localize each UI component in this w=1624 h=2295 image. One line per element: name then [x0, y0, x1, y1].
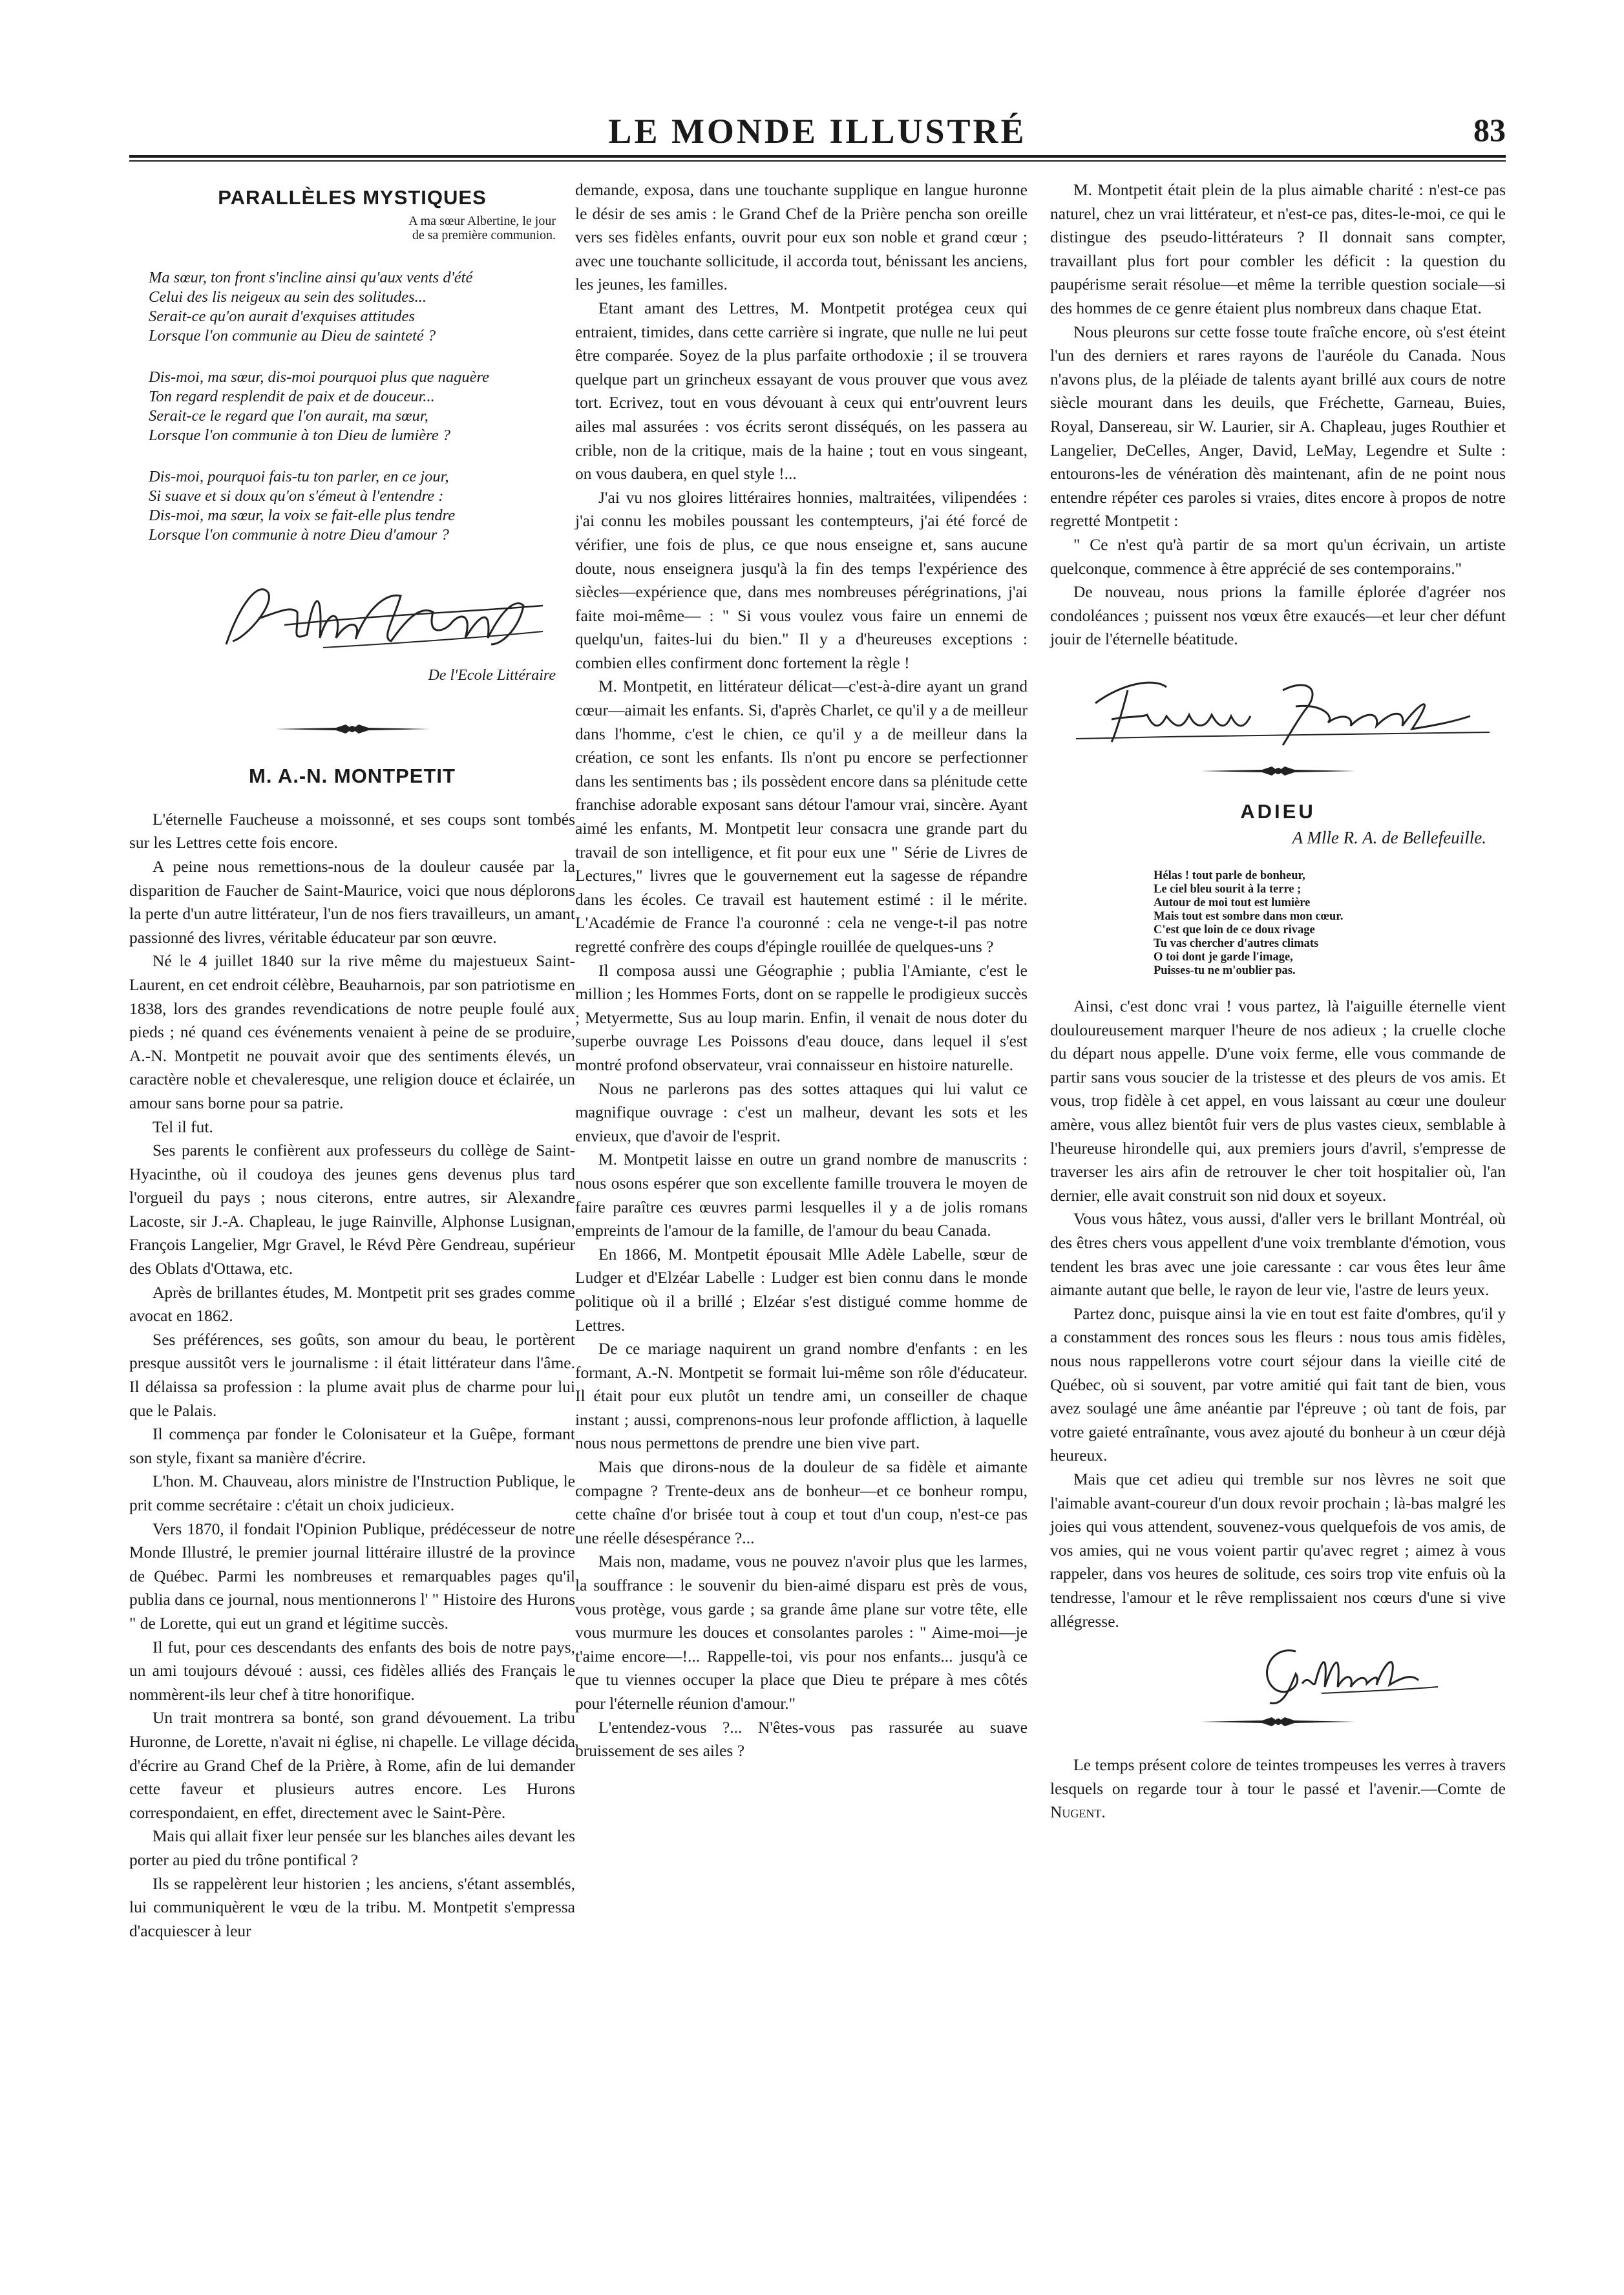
article-paragraph: M. Montpetit était plein de la plus aimable charité : n'est-ce pas naturel, chez un vrai littérateur, et n'est-ce pas, dites-le-moi, ce qui le distingue des pseudo-littérateurs ? Il donnait sans compter, travaillant plus fort pour combler les déficit : la question du paupérisme serait résolue—et même la terrible question sociale—si des hommes de ce genre étaient plus nombreux dans chaque Etat.: [1050, 180, 1506, 317]
poem-dedication-line: A ma sœur Albertine, le jour: [408, 213, 556, 228]
poem-line: Mais tout est sombre dans mon cœur.: [1154, 910, 1344, 924]
poem-title: PARALLÈLES MYSTIQUES: [218, 186, 487, 209]
article-paragraph: A peine nous remettions-nous de la douleur causée par la disparition de Faucher de Saint-Maurice, voici que nous déplorons la perte d'un autre littérateur, l'un de nos fiers travailleurs, un amant passionné des livres, véritable éducateur par son œuvre.: [129, 856, 575, 947]
article-paragraph: Nous pleurons sur cette fosse toute fraîche encore, où s'est éteint l'un des derniers et rares rayons de l'auréole du Canada. Nous n'avons plus, de la pléiade de talents ayant brillé aux cours de notre siècle mourant dans les deuils, que Fréchette, Garneau, Buies, Royal, Dansereau, sir W. Laurier, sir A. Chapleau, juges Routhier et Langelier, DeCelles, Anger, David, LeMay, Legendre et Sulte : entourons-les de vénération dès maintenant, afin de ne point nous entendre répéter ces paroles si vraies, dites encore à propos de notre regretté Montpetit :: [1050, 322, 1506, 531]
article-paragraph: De nouveau, nous prions la famille éplorée d'agréer nos condoléances ; puissent nos vœux être exaucés—et leur cher défunt jouir de l'éternelle béatitude.: [1050, 582, 1506, 649]
poem-stanza: [149, 268, 575, 346]
poem-line: Tu vas chercher d'autres climats: [1154, 937, 1319, 951]
article-title: M. A.-N. MONTPETIT: [249, 765, 456, 788]
poem-line: Dis-moi, ma sœur, dis-moi pourquoi plus que naguère: [149, 368, 489, 386]
poem-line: O toi dont je garde l'image,: [1154, 951, 1293, 964]
article-paragraph: Ses préférences, ses goûts, son amour du beau, le portèrent presque aussitôt vers le journalisme : il était littérateur dans l'âme. Il délaissa sa profession : la plume avait plus de charme pour lui que le Palais.: [129, 1329, 575, 1420]
article-paragraph: Il commença par fonder le Colonisateur et la Guêpe, formant son style, fixant sa manière d'écrire.: [129, 1424, 575, 1467]
adieu-title: ADIEU: [1240, 799, 1316, 823]
poem-dedication: [129, 214, 556, 242]
article-paragraph: En 1866, M. Montpetit épousait Mlle Adèle Labelle, sœur de Ludger et d'Elzéar Labelle : Ludger est bien connu dans le monde politique où il a brillé ; Elzéar s'est distigué comme homme de Lettres.: [575, 1244, 1028, 1335]
poem-line: Lorsque l'on communie à ton Dieu de lumière ?: [149, 426, 451, 444]
article-paragraph: Mais non, madame, vous ne pouvez n'avoir plus que les larmes, la souffrance : le souvenir du bien-aimé disparu est près de vous, vous protège, vous garde ; sa grande âme plane sur votre tête, elle vous murmure les douces et consolantes paroles : " Aime-moi—je t'aime encore—!... Rappelle-toi, vis pour nos enfants... jusqu'à ce que tu viennes occuper la place que Dieu te prépare à mes côtés pour l'éternelle réunion d'amour.": [575, 1552, 1028, 1713]
section-divider-ornament: [1050, 1712, 1506, 1731]
poem-line: Ton regard resplendit de paix et de douceur...: [149, 387, 435, 405]
masthead-rule: [129, 155, 1506, 162]
poem-line: Autour de moi tout est lumière: [1154, 896, 1311, 910]
poem-line: Hélas ! tout parle de bonheur,: [1154, 869, 1305, 883]
masthead: [129, 111, 1506, 156]
poem-line: Ma sœur, ton front s'incline ainsi qu'aux vents d'été: [149, 268, 473, 286]
poem-line: Puisses-tu ne m'oublier pas.: [1154, 964, 1296, 978]
article-paragraph: De ce mariage naquirent un grand nombre d'enfants : en les formant, A.-N. Montpetit se formait lui-même son rôle d'éducateur. Il était pour eux plutôt un tendre ami, un conseiller de chaque instant ; aussi, comprenons-nous leur profonde affliction, à laquelle nous nous permettons de prendre une bien vive part.: [575, 1339, 1028, 1453]
column-2: [575, 178, 1028, 1763]
article-paragraph: Nous ne parlerons pas des sottes attaques qui lui valut ce magnifique ouvrage : c'est un malheur, devant les sots et les envieux, que d'avoir de l'esprit.: [575, 1079, 1028, 1145]
article-paragraph: Il composa aussi une Géographie ; publia l'Amiante, c'est le million ; les Hommes Forts, dont on se rappelle le prodigieux succès ; Metyermette, Sus au loup marin. Enfin, il venait de nous doter du superbe ouvrage Les Poissons d'eau douce, dans lequel il s'est montré profond observateur, vrai connaisseur en histoire naturelle.: [575, 960, 1028, 1074]
quote-text: Le temps présent colore de teintes trompeuses les verres à travers lesquels on regarde tour à tour le passé et l'avenir.—Comte de: [1050, 1755, 1506, 1798]
poem-stanza: [149, 368, 575, 445]
poem-line: C'est que loin de ce doux rivage: [1154, 924, 1315, 937]
adieu-paragraph: Mais que cet adieu qui tremble sur nos lèvres ne soit que l'aimable avant-coureur d'un doux revoir prochain ; là-bas malgré les joies qui vous attendent, souvenez-vous quelquefois de vos amis, de vos amies, qui ne vous voient partir qu'avec regret ; aimez à vous rappeler, dans vos heures de solitude, ces soirs trop vite enfuis où la tendresse, l'amour et le rêve remplissaient nos cœurs d'une si vive allégresse.: [1050, 1469, 1506, 1631]
poem-line: Dis-moi, pourquoi fais-tu ton parler, en ce jour,: [149, 467, 449, 485]
article-paragraph: Mais qui allait fixer leur pensée sur les blanches ailes devant les porter au pied du trône pontifical ?: [129, 1826, 575, 1869]
signature-albert-ferland: [129, 567, 575, 664]
poem-line: Le ciel bleu sourit à la terre ;: [1154, 883, 1302, 896]
poem-byline: De l'Ecole Littéraire: [428, 666, 556, 684]
article-paragraph: Ils se rappelèrent leur historien ; les anciens, s'étant assemblés, lui communiquèrent le vœu de la tribu. M. Montpetit s'empressa d'acquiescer à leur: [129, 1874, 575, 1940]
poem-dedication-line: de sa première communion.: [412, 227, 556, 242]
masthead-title: LE MONDE ILLUSTRÉ: [608, 112, 1027, 151]
article-paragraph: Il fut, pour ces descendants des enfants des bois de notre pays, un ami toujours dévoué : aussi, ces fidèles alliés des Français le nommèrent-ils leur chef à titre honorifique.: [129, 1637, 575, 1704]
article-paragraph: Né le 4 juillet 1840 sur la rive même du majestueux Saint-Laurent, en cet endroit célèbre, Beauharnois, par son patriotisme en 1838, lors des grandes revendications de notre peuple foulé aux pieds ; né quand ces événements venaient à peine de se produire, A.-N. Montpetit ne pouvait avoir que des sentiments élevés, un caractère noble et chevaleresque, une religion douce et éclairée, un amour sans borne pour sa patrie.: [129, 951, 575, 1112]
poem-line: Celui des lis neigeux au sein des solitudes...: [149, 288, 427, 306]
quote-author: Nugent.: [1050, 1803, 1106, 1822]
article-paragraph: Vers 1870, il fondait l'Opinion Publique, prédécesseur de notre Monde Illustré, le premier journal littéraire illustré de la province de Québec. Parmi les nombreuses et remarquables pages qu'il publia dans ce journal, nous mentionnerons l' " Histoire des Hurons " de Lorette, qui eut un grand et légitime succès.: [129, 1519, 575, 1633]
adieu-paragraph: Ainsi, c'est donc vrai ! vous partez, là l'aiguille éternelle vient douloureusement marquer l'heure de nos adieux ; la cruelle cloche du départ nous appelle. D'une voix ferme, elle vous commande de partir sans vous soucier de la tristesse et des pleurs de vos amis. Et vous, trop fidèle à cet appel, en vous laissant au cœur une douleur amère, vous allez bientôt fuir vers de plus vastes cieux, semblable à l'heureuse hirondelle qui, aux premiers jours d'avril, s'empresse de traverser les airs afin de retrouver le cher toit hospitalier où, l'an dernier, elle avait construit son nid doux et soyeux.: [1050, 997, 1506, 1205]
article-paragraph: L'éternelle Faucheuse a moissonné, et ses coups sont tombés sur les Lettres cette fois encore.: [129, 809, 575, 852]
article-paragraph: M. Montpetit, en littérateur délicat—c'est-à-dire ayant un grand cœur—aimait les enfants. Si, d'après Charlet, ce qu'il y a de meilleur dans l'homme, c'est le chien, ce qu'il y a de meilleur dans la création, ce sont les enfants. Ils n'ont pu encore se perfectionner dans les sentiments bas ; ils possèdent encore dans sa plénitude cette franchise adorable exposant sans détour l'amour vrai, sincère. Ayant aimé les enfants, M. Montpetit leur consacra une grande part du travail de son intelligence, et fit pour eux une " Série de Livres de Lectures," livres que le gouvernement eut la sagesse de répandre dans les écoles. Ce travail est hautement estimé : il le mérite. L'Académie de France l'a couronné : cela ne venge-t-il pas notre regretté confrère des coups d'épingle rouillée de quelques-uns ?: [575, 677, 1028, 956]
section-divider-ornament: [1050, 761, 1506, 781]
poem-line: Lorsque l'on communie au Dieu de sainteté ?: [149, 326, 436, 344]
signature-gilberte: [1050, 1638, 1506, 1709]
article-paragraph: " Ce n'est qu'à partir de sa mort qu'un écrivain, un artiste quelconque, commence à être apprécié de ses contemporains.": [1050, 534, 1506, 578]
poem-stanza: [149, 467, 575, 545]
adieu-paragraph: Partez donc, puisque ainsi la vie en tout est faite d'ombres, qu'il y a constamment des ronces sous les fleurs : nous tous amis fidèles, nous nous rappellerons votre court séjour dans la vieille cité de Québec, où si souvent, par votre amitié qui fait tant de bien, vous avez soulagé une âme anéantie par l'épreuve ; où tant de fois, par votre gaieté entraînante, vous avez ajouté du bonheur à un cœur déjà heureux.: [1050, 1304, 1506, 1465]
article-paragraph: Tel il fut.: [153, 1117, 213, 1136]
poem-line: Serait-ce le regard que l'on aurait, ma sœur,: [149, 407, 428, 425]
article-paragraph: Mais que dirons-nous de la douleur de sa fidèle et aimante compagne ? Trente-deux ans de bonheur—et ce bonheur rompu, cette chaîne d'or brisée tout à coup et tout d'un coup, n'est-ce pas une réelle désespérance ?...: [575, 1457, 1028, 1547]
article-paragraph: L'entendez-vous ?... N'êtes-vous pas rassurée au suave bruissement de ses ailes ?: [575, 1717, 1028, 1761]
article-paragraph: L'hon. M. Chauveau, alors ministre de l'Instruction Publique, le prit comme secrétaire : c'était un choix judicieux.: [129, 1472, 575, 1514]
article-paragraph: M. Montpetit laisse en outre un grand nombre de manuscrits : nous osons espérer que son excellente famille trouvera le moyen de faire paraître ces œuvres parmi lesquelles il y a de jolis romans empreints de l'amour de la famille, de l'amour du beau Canada.: [575, 1150, 1028, 1240]
adieu-paragraph: Vous vous hâtez, vous aussi, d'aller vers le brillant Montréal, où des êtres chers vous appellent d'une voix tremblante d'émotion, vous tendent les bras avec une joie caressante : car vous êtes leur âme aimante autant que belle, le rayon de leur vie, l'astre de leurs yeux.: [1050, 1209, 1506, 1300]
column-1: [129, 175, 575, 1943]
article-paragraph: Ses parents le confièrent aux professeurs du collège de Saint-Hyacinthe, où il coudoya des jeunes gens devenus plus tard l'orgueil du pays ; nous citerons, entre autres, sir Alexandre Lacoste, sir J.-A. Chapleau, le juge Rainville, Alphonse Lusignan, François Langelier, Mgr Gravel, le Révd Père Gendreau, supérieur des Oblats d'Ottawa, etc.: [129, 1141, 575, 1278]
poem-line: Lorsque l'on communie à notre Dieu d'amour ?: [149, 525, 449, 544]
article-paragraph: demande, exposa, dans une touchante supplique en langue huronne le désir de ses amis : le Grand Chef de la Prière pencha son oreille vers ses fidèles enfants, ouvrit pour eux son noble et grand cœur ; avec une touchante sollicitude, il accorda tout, bénissant les anciens, les jeunes, les familles.: [575, 180, 1028, 294]
poem-line: Serait-ce qu'on aurait d'exquises attitudes: [149, 307, 415, 325]
article-paragraph: Après de brillantes études, M. Montpetit prit ses grades comme avocat en 1862.: [129, 1282, 575, 1326]
adieu-dedication: A Mlle R. A. de Bellefeuille.: [1292, 828, 1486, 848]
column-3: [1050, 178, 1506, 1824]
article-paragraph: Etant amant des Lettres, M. Montpetit protégea ceux qui entraient, timides, dans cette carrière si ingrate, que nulle ne lui peut être comparée. Soyez de la plus parfaite orthodoxie ; il se trouvera quelque part un grincheux essayant de vous prouver que vous avez tort. Ecrivez, tout en vous dévouant à ceux qui entr'ouvrent leurs ailes mal assurées : vos écrits seront disséqués, on les passera au crible, non de la critique, mais de la haine ; tout en vous singeant, on vous daubera, en quel style !...: [575, 298, 1028, 483]
poem-line: Dis-moi, ma sœur, la voix se fait-elle plus tendre: [149, 506, 456, 524]
signature-firmin-picard: [1050, 664, 1506, 755]
poem-line: Si suave et si doux qu'on s'émeut à l'entendre :: [149, 487, 444, 505]
article-paragraph: Un trait montrera sa bonté, son grand dévouement. La tribu Huronne, de Lorette, n'avait ni église, ni chapelle. Le village décida d'écrire au Grand Chef de la Prière, à Rome, afin de lui demander cette faveur et plusieurs autres encore. Les Hurons correspondaient, en effet, directement avec le Saint-Père.: [129, 1708, 575, 1822]
page-number: 83: [1473, 112, 1506, 148]
closing-quote: [1050, 1753, 1506, 1824]
article-paragraph: J'ai vu nos gloires littéraires honnies, maltraitées, vilipendées : j'ai connu les mobiles poussant les contempteurs, j'ai été forcé de vérifier, une fois de plus, ce que nous enseigne et, sans aucune doute, nous enseignera jusqu'à la fin des temps l'expérience des siècles—expérience que, dans mes nombreuses pérégrinations, j'ai faite moi-même— : " Si vous voulez vous faire un ennemi de quelqu'un, faites-lui du bien." Il y a d'heureuses exceptions : combien elles confirment donc fortement la règle !: [575, 487, 1028, 672]
section-divider-ornament: [129, 719, 575, 739]
adieu-poem: [1154, 869, 1506, 978]
